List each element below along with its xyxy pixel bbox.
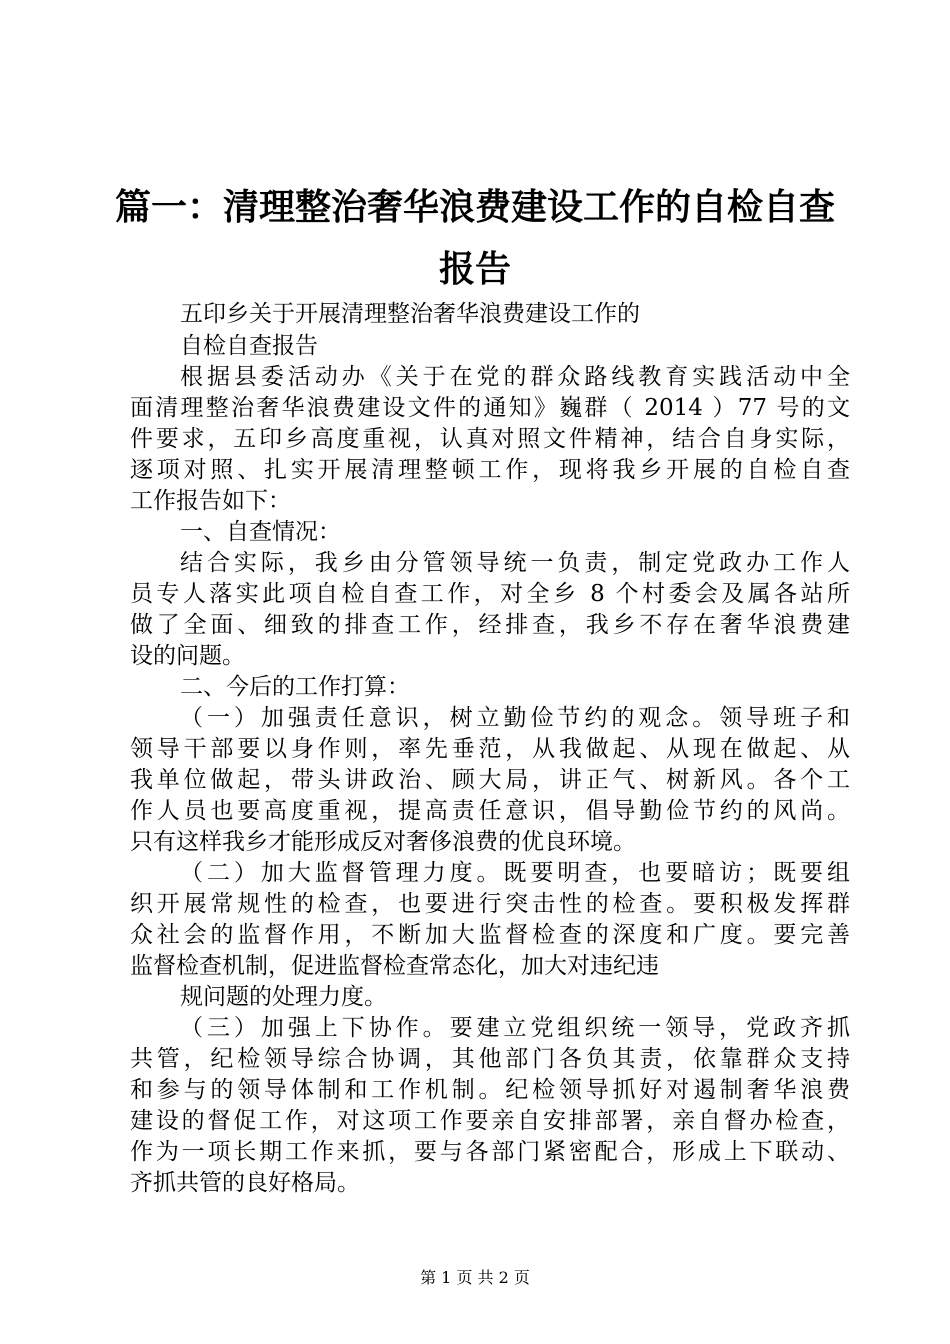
body-text-line: 和参与的领导体制和工作机制。纪检领导抓好对遏制奢华浪费	[130, 1077, 850, 1103]
body-text-line: 逐项对照、扎实开展清理整顿工作，现将我乡开展的自检自查	[130, 457, 850, 483]
body-text-line: （一）加强责任意识，树立勤俭节约的观念。领导班子和	[180, 705, 850, 731]
section-heading: 二、今后的工作打算：	[180, 674, 410, 700]
body-text-line: 作为一项长期工作来抓，要与各部门紧密配合，形成上下联动、	[130, 1139, 850, 1165]
body-text-line: 织开展常规性的检查，也要进行突击性的检查。要积极发挥群	[130, 891, 850, 917]
body-text-line: （二）加大监督管理力度。既要明查，也要暗访；既要组	[180, 860, 850, 886]
body-text-line: 共管，纪检领导综合协调，其他部门各负其责，依靠群众支持	[130, 1046, 850, 1072]
body-text-line: （三）加强上下协作。要建立党组织统一领导，党政齐抓	[180, 1015, 850, 1041]
body-text-line: 规问题的处理力度。	[180, 984, 387, 1010]
body-text-line: 领导干部要以身作则，率先垂范，从我做起、从现在做起、从	[130, 736, 850, 762]
body-text-line: 工作报告如下：	[130, 488, 291, 514]
document-title-line-1: 篇一：清理整治奢华浪费建设工作的自检自查	[114, 187, 835, 228]
body-text-line: 员专人落实此项自检自查工作，对全乡 8 个村委会及属各站所	[130, 581, 850, 607]
body-text-line: 作人员也要高度重视，提高责任意识，倡导勤俭节约的风尚。	[130, 798, 850, 824]
body-text-line: 只有这样我乡才能形成反对奢侈浪费的优良环境。	[130, 829, 636, 855]
subtitle-line: 五印乡关于开展清理整治奢华浪费建设工作的	[180, 301, 640, 327]
document-title-line-2: 报告	[438, 249, 511, 290]
body-text-line: 面清理整治奢华浪费建设文件的通知》巍群（ 2014 ）77 号的文	[130, 395, 850, 421]
body-text-line: 齐抓共管的良好格局。	[130, 1170, 360, 1196]
body-text-line: 监督检查机制，促进监督检查常态化，加大对违纪违	[130, 953, 659, 979]
body-text-line: 件要求，五印乡高度重视，认真对照文件精神，结合自身实际，	[130, 426, 850, 452]
body-text-line: 我单位做起，带头讲政治、顾大局，讲正气、树新风。各个工	[130, 767, 850, 793]
subtitle-line: 自检自查报告	[180, 333, 318, 359]
page-footer: 第 1 页 共 2 页	[420, 1268, 530, 1287]
body-text-line: 做了全面、细致的排查工作，经排查，我乡不存在奢华浪费建	[130, 612, 850, 638]
body-text-line: 建设的督促工作，对这项工作要亲自安排部署，亲自督办检查，	[130, 1108, 850, 1134]
body-text-line: 根据县委活动办《关于在党的群众路线教育实践活动中全	[180, 364, 850, 390]
body-text-line: 结合实际，我乡由分管领导统一负责，制定党政办工作人	[180, 550, 850, 576]
body-text-line: 众社会的监督作用，不断加大监督检查的深度和广度。要完善	[130, 922, 850, 948]
body-text-line: 设的问题。	[130, 643, 245, 669]
section-heading: 一、自查情况：	[180, 519, 341, 545]
